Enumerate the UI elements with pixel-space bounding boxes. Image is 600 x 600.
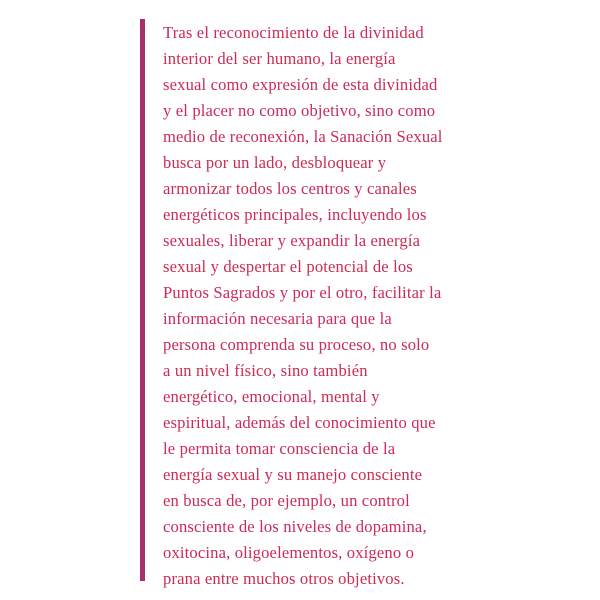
paragraph-line: energéticos principales, incluyendo los [163, 205, 427, 224]
paragraph-line: oxitocina, oligoelementos, oxígeno o [163, 543, 415, 562]
paragraph-line: sexual como expresión de esta divinidad [163, 75, 438, 94]
paragraph-line: armonizar todos los centros y canales [163, 179, 417, 198]
paragraph-line: espiritual, además del conocimiento que [163, 413, 436, 432]
paragraph-line: interior del ser humano, la energía [163, 49, 396, 68]
paragraph-line: a un nivel físico, sino también [163, 361, 368, 380]
paragraph-line: energía sexual y su manejo consciente [163, 465, 423, 484]
paragraph-line: prana entre muchos otros objetivos. [163, 569, 405, 588]
paragraph-line: sexual y despertar el potencial de los [163, 257, 413, 276]
paragraph-line: consciente de los niveles de dopamina, [163, 517, 427, 536]
paragraph-line: en busca de, por ejemplo, un control [163, 491, 410, 510]
paragraph-line: busca por un lado, desbloquear y [163, 153, 387, 172]
paragraph-line: información necesaria para que la [163, 309, 392, 328]
paragraph-line: le permita tomar consciencia de la [163, 439, 396, 458]
paragraph-line: sexuales, liberar y expandir la energía [163, 231, 421, 250]
paragraph-line: Tras el reconocimiento de la divinidad [163, 23, 424, 42]
paragraph-line: Puntos Sagrados y por el otro, facilitar la [163, 283, 442, 302]
paragraph-line: persona comprenda su proceso, no solo [163, 335, 430, 354]
paragraph-line: energético, emocional, mental y [163, 387, 380, 406]
paragraph-line: y el placer no como objetivo, sino como [163, 101, 436, 120]
paragraph-line: medio de reconexión, la Sanación Sexual [163, 127, 443, 146]
